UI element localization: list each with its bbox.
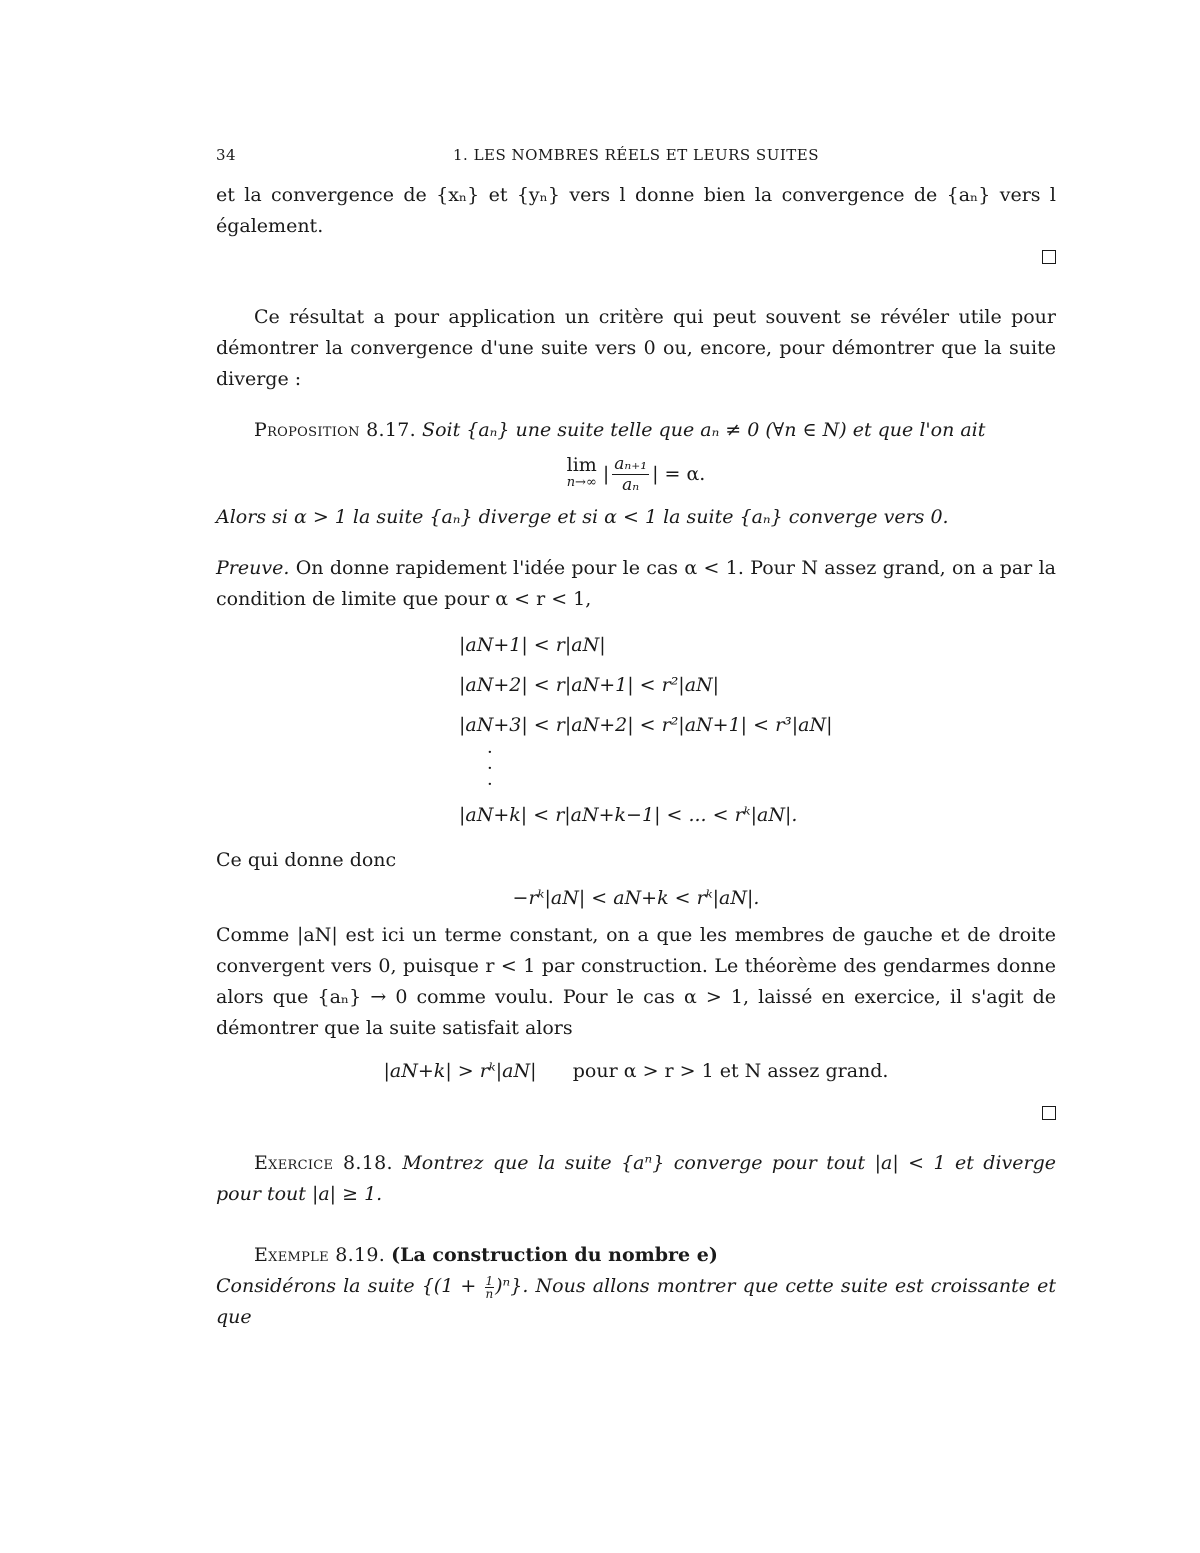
example-text-start: Considérons la suite {(1 + [216,1275,477,1297]
qed-square-icon [1042,250,1056,264]
limit-subscript: n→∞ [566,475,597,490]
limit-word: lim [566,454,597,476]
limit-rhs: | = α. [652,462,706,485]
ratio-denominator: aₙ [622,474,640,495]
inequality-line: |aN+k| < r|aN+k−1| < ... < rᵏ|aN|. [459,804,798,826]
consequence-text: Ce qui donne donc [216,849,397,871]
proof-paragraph [216,553,1056,615]
example-title: (La construction du nombre e) [391,1244,718,1266]
squeeze-inequality: −rᵏ|aN| < aN+k < rᵏ|aN|. [512,887,760,909]
example-text [216,1271,1056,1333]
final-inequality [216,1044,1056,1098]
proposition-statement [216,415,1056,446]
limit-equation [216,446,1056,502]
page-number: 34 [216,146,237,164]
inequality-line: |aN+1| < r|aN| [459,634,606,656]
final-inequality-math: |aN+k| > rᵏ|aN| [383,1060,537,1082]
proposition-conclusion: Alors si α > 1 la suite {aₙ} diverge et si α < 1 la suite {aₙ} converge vers 0. [216,506,949,528]
ratio-numerator: aₙ₊₁ [614,453,648,474]
inequality-chain [216,625,1056,835]
one-over-n-fraction [485,1275,495,1300]
proposition-text: Soit {aₙ} une suite telle que aₙ ≠ 0 (∀n ∈ N) et que l'on ait [422,419,986,441]
running-header [216,140,1056,170]
exercise-statement [216,1148,1056,1210]
continuation-line: et la convergence de {xₙ} et {yₙ} vers l donne bien la convergence de {aₙ} vers l également. [216,184,1056,237]
qed-row-1 [216,242,1056,272]
fraction-denominator: n [485,1286,494,1301]
running-title: 1. LES NOMBRES RÉELS ET LEURS SUITES [452,146,819,164]
abs-left: | [602,462,610,485]
intro-paragraph: Ce résultat a pour application un critère qui peut souvent se révéler utile pour démontrer la convergence d'une suite vers 0 ou, encore, pour démontrer que la suite diverge : [216,306,1056,390]
example-label: Exemple 8.19. [254,1244,386,1266]
fraction-numerator: 1 [485,1273,494,1288]
vertical-ellipsis: · · · [487,742,493,795]
final-inequality-condition: pour α > r > 1 et N assez grand. [572,1060,889,1082]
squeeze-explanation: Comme |aN| est ici un terme constant, on a que les membres de gauche et de droite convergent vers 0, puisque r < 1 par construction. Le théorème des gendarmes donne alors que {aₙ} → 0 comme voulu. Pour le cas α > 1, laissé en exercice, il s'agit de démontrer que la suite satisfait alors [216,924,1056,1039]
example-heading [216,1240,1056,1271]
proposition-label: Proposition 8.17. [254,419,416,441]
inequality-line: |aN+3| < r|aN+2| < r²|aN+1| < r³|aN| [459,714,833,736]
ratio-fraction [612,454,649,495]
proof-text: On donne rapidement l'idée pour le cas α < 1. Pour N assez grand, on a par la condition de limite que pour α < r < 1, [216,557,1056,610]
example-text-end: )ⁿ}. Nous allons montrer que cette suite est croissante et que [216,1275,1056,1328]
inequality-line: |aN+2| < r|aN+1| < r²|aN| [459,674,720,696]
exercise-text: Montrez que la suite {aⁿ} converge pour tout |a| < 1 et diverge pour tout |a| ≥ 1. [216,1152,1056,1205]
proof-label: Preuve. [216,557,290,579]
exercise-label: Exercice 8.18. [254,1152,393,1174]
qed-row-2 [216,1098,1056,1128]
page-content [216,140,1056,1333]
limit-operator [567,456,597,492]
qed-square-icon [1042,1106,1056,1120]
